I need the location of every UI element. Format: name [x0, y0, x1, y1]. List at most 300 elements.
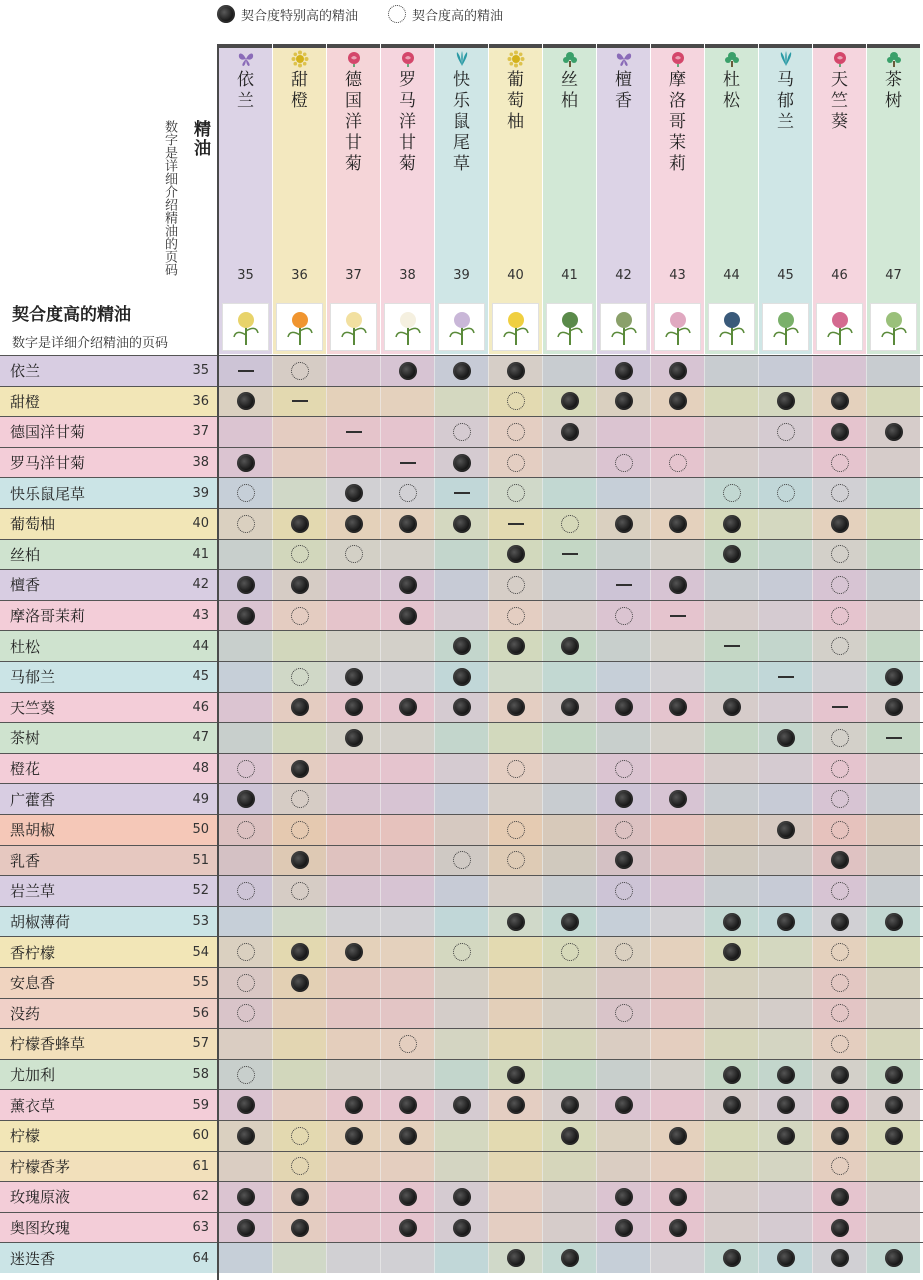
full-dot-icon: [669, 698, 687, 716]
vertical-note: 数字是详细介绍精油的页码: [162, 120, 177, 276]
compatibility-cell: [326, 540, 380, 570]
compatibility-cell: [326, 723, 380, 753]
compatibility-cell: [272, 1060, 326, 1090]
column-2: [272, 44, 326, 354]
compatibility-cell: [218, 1029, 272, 1059]
compatibility-cell: [218, 387, 272, 417]
compatibility-cell: [866, 1090, 920, 1120]
row-label: [0, 1060, 217, 1090]
compatibility-cell: [326, 693, 380, 723]
compatibility-cell: [326, 968, 380, 998]
compatibility-cell: [380, 876, 434, 906]
compatibility-cell: [488, 478, 542, 508]
compatibility-cell: [488, 387, 542, 417]
compatibility-cell: [272, 356, 326, 386]
column-name-char: 松: [723, 91, 740, 111]
table-row: [0, 875, 923, 906]
compatibility-cell: [866, 1243, 920, 1273]
compatibility-cell: [812, 693, 866, 723]
table-row: [0, 906, 923, 937]
compatibility-cell: [272, 907, 326, 937]
compatibility-cell: [866, 784, 920, 814]
compatibility-cell: [542, 356, 596, 386]
dotted-ring-icon: [561, 515, 579, 533]
compatibility-cell: [272, 723, 326, 753]
full-dot-icon: [399, 362, 417, 380]
dash-icon: [292, 400, 308, 402]
column-name-char: 乐: [453, 91, 470, 111]
full-dot-icon: [777, 1066, 795, 1084]
row-name: 马郁兰: [10, 668, 56, 687]
full-dot-icon: [885, 1249, 903, 1267]
row-label: [0, 509, 217, 539]
full-dot-icon: [777, 1096, 795, 1114]
full-dot-icon: [777, 821, 795, 839]
compatibility-cell: [596, 693, 650, 723]
compatibility-cell: [650, 876, 704, 906]
column-name-char: 兰: [237, 91, 254, 111]
dotted-ring-icon: [291, 1157, 309, 1175]
compatibility-cell: [434, 1029, 488, 1059]
compatibility-cell: [758, 601, 812, 631]
dash-icon: [724, 645, 740, 647]
row-name: 柠檬香蜂草: [10, 1035, 86, 1054]
row-page-number: 51: [192, 852, 209, 868]
compatibility-cell: [650, 907, 704, 937]
compatibility-cell: [218, 631, 272, 661]
compatibility-cell: [272, 1121, 326, 1151]
table-row: [0, 814, 923, 845]
compatibility-cell: [380, 999, 434, 1029]
column-top-rule: [273, 44, 326, 48]
full-dot-icon: [237, 454, 255, 472]
compatibility-cell: [542, 784, 596, 814]
dash-icon: [454, 492, 470, 494]
compatibility-cell: [704, 784, 758, 814]
dotted-ring-icon: [831, 484, 849, 502]
compatibility-cell: [326, 846, 380, 876]
full-dot-icon: [345, 1096, 363, 1114]
compatibility-cell: [434, 1213, 488, 1243]
column-name-char: 马: [777, 70, 794, 90]
compatibility-cell: [650, 1182, 704, 1212]
row-name: 杜松: [10, 637, 41, 656]
compatibility-cell: [218, 754, 272, 784]
compatibility-cell: [812, 1213, 866, 1243]
column-top-rule: [759, 44, 812, 48]
compatibility-cell: [812, 509, 866, 539]
compatibility-cell: [326, 1090, 380, 1120]
row-page-number: 36: [192, 393, 209, 409]
dotted-ring-icon: [507, 851, 525, 869]
full-dot-icon: [831, 1127, 849, 1145]
compatibility-cell: [758, 999, 812, 1029]
compatibility-cell: [542, 876, 596, 906]
dash-icon: [238, 370, 254, 372]
full-dot-icon: [507, 1066, 525, 1084]
compatibility-cell: [758, 1029, 812, 1059]
row-name: 胡椒薄荷: [10, 913, 71, 932]
dash-icon: [832, 706, 848, 708]
full-dot-icon: [453, 698, 471, 716]
column-top-rule: [651, 44, 704, 48]
compatibility-cell: [650, 387, 704, 417]
row-page-number: 63: [192, 1220, 209, 1236]
row-page-number: 57: [192, 1036, 209, 1052]
compatibility-cell: [380, 1060, 434, 1090]
column-name-char: 柚: [507, 112, 524, 132]
full-dot-icon: [723, 1066, 741, 1084]
full-dot-icon: [777, 729, 795, 747]
compatibility-cell: [866, 876, 920, 906]
full-dot-icon: [669, 1219, 687, 1237]
compatibility-cell: [272, 784, 326, 814]
dash-icon: [778, 676, 794, 678]
column-8: [596, 44, 650, 354]
full-dot-icon: [885, 423, 903, 441]
column-name-char: 依: [237, 70, 254, 90]
compatibility-cell: [542, 723, 596, 753]
compatibility-cell: [596, 784, 650, 814]
dash-icon: [508, 523, 524, 525]
compatibility-cell: [650, 846, 704, 876]
compatibility-cell: [704, 907, 758, 937]
dotted-ring-icon: [831, 545, 849, 563]
dotted-ring-icon: [831, 729, 849, 747]
compatibility-cell: [650, 356, 704, 386]
compatibility-cell: [218, 937, 272, 967]
compatibility-cell: [218, 509, 272, 539]
compatibility-cell: [488, 999, 542, 1029]
dotted-ring-icon: [507, 760, 525, 778]
compatibility-cell: [326, 1121, 380, 1151]
column-name-char: 甘: [399, 133, 416, 153]
column-page-number: 47: [885, 268, 902, 283]
row-name: 广藿香: [10, 790, 56, 809]
compatibility-cell: [326, 509, 380, 539]
row-label: [0, 1121, 217, 1151]
dotted-ring-icon: [237, 821, 255, 839]
row-label: [0, 356, 217, 386]
row-page-number: 37: [192, 424, 209, 440]
compatibility-cell: [434, 631, 488, 661]
compatibility-cell: [866, 999, 920, 1029]
full-dot-icon: [237, 1096, 255, 1114]
full-dot-icon: [399, 698, 417, 716]
compatibility-cell: [866, 968, 920, 998]
row-page-number: 42: [192, 577, 209, 593]
column-name: [489, 70, 542, 133]
full-dot-icon: [831, 1066, 849, 1084]
compatibility-cell: [596, 1029, 650, 1059]
full-dot-icon: [561, 698, 579, 716]
row-page-number: 62: [192, 1189, 209, 1205]
compatibility-cell: [218, 1213, 272, 1243]
compatibility-cell: [488, 570, 542, 600]
compatibility-cell: [434, 815, 488, 845]
column-name-char: 洋: [345, 112, 362, 132]
table-row: [0, 355, 923, 386]
full-dot-icon: [615, 851, 633, 869]
compatibility-cell: [380, 1152, 434, 1182]
compatibility-cell: [704, 478, 758, 508]
dotted-ring-icon: [291, 668, 309, 686]
dash-icon: [616, 584, 632, 586]
compatibility-cell: [434, 784, 488, 814]
column-1: [218, 44, 272, 354]
row-label: [0, 1213, 217, 1243]
dotted-ring-icon: [291, 545, 309, 563]
compatibility-cell: [380, 723, 434, 753]
compatibility-cell: [542, 570, 596, 600]
compatibility-cell: [326, 784, 380, 814]
table-row: [0, 722, 923, 753]
dotted-ring-icon: [831, 943, 849, 961]
full-dot-icon: [453, 362, 471, 380]
compatibility-cell: [218, 999, 272, 1029]
compatibility-cell: [218, 1060, 272, 1090]
compatibility-cell: [758, 1090, 812, 1120]
column-9: [650, 44, 704, 354]
column-name-char: 尾: [453, 133, 470, 153]
compatibility-cell: [488, 1090, 542, 1120]
row-label: [0, 601, 217, 631]
compatibility-cell: [380, 937, 434, 967]
row-label: [0, 478, 217, 508]
compatibility-cell: [218, 356, 272, 386]
row-label: [0, 662, 217, 692]
full-dot-icon: [777, 1249, 795, 1267]
table-row: [0, 630, 923, 661]
dotted-ring-icon: [831, 637, 849, 655]
compatibility-cell: [542, 540, 596, 570]
compatibility-cell: [488, 968, 542, 998]
plant-illustration: [438, 303, 485, 351]
column-name: [813, 70, 866, 133]
full-dot-icon: [669, 1188, 687, 1206]
compatibility-cell: [866, 387, 920, 417]
row-page-number: 55: [192, 975, 209, 991]
plant-illustration: [708, 303, 755, 351]
plant-illustration: [384, 303, 431, 351]
compatibility-cell: [704, 1060, 758, 1090]
column-5: [434, 44, 488, 354]
compatibility-cell: [326, 999, 380, 1029]
compatibility-cell: [488, 815, 542, 845]
compatibility-cell: [218, 1152, 272, 1182]
column-top-rule: [543, 44, 596, 48]
compatibility-cell: [218, 846, 272, 876]
compatibility-cell: [650, 1121, 704, 1151]
compatibility-cell: [272, 1243, 326, 1273]
compatibility-cell: [542, 601, 596, 631]
dotted-ring-icon: [291, 362, 309, 380]
compatibility-cell: [866, 631, 920, 661]
full-dot-icon: [615, 698, 633, 716]
row-label: [0, 387, 217, 417]
compatibility-cell: [758, 540, 812, 570]
column-top-rule: [381, 44, 434, 48]
dotted-ring-icon: [507, 454, 525, 472]
full-dot-icon: [669, 392, 687, 410]
dotted-ring-icon: [453, 851, 471, 869]
compatibility-cell: [758, 876, 812, 906]
table-row: [0, 600, 923, 631]
dotted-ring-icon: [237, 943, 255, 961]
compatibility-cell: [812, 1090, 866, 1120]
column-name: [435, 70, 488, 175]
column-11: [758, 44, 812, 354]
column-name-char: 柏: [561, 91, 578, 111]
compatibility-cell: [434, 417, 488, 447]
compatibility-cell: [650, 601, 704, 631]
full-dot-icon: [237, 790, 255, 808]
full-dot-icon: [669, 576, 687, 594]
compatibility-cell: [218, 693, 272, 723]
full-dot-icon: [291, 760, 309, 778]
dotted-ring-icon: [237, 484, 255, 502]
row-name: 甜橙: [10, 392, 41, 411]
compatibility-cell: [704, 509, 758, 539]
full-dot-icon: [345, 943, 363, 961]
compatibility-cell: [272, 570, 326, 600]
plant-illustration: [330, 303, 377, 351]
dotted-ring-icon: [831, 760, 849, 778]
full-dot-icon: [561, 913, 579, 931]
row-label: [0, 815, 217, 845]
compatibility-cell: [218, 907, 272, 937]
column-name-char: 鼠: [453, 112, 470, 132]
table-row: [0, 1059, 923, 1090]
full-dot-icon: [507, 913, 525, 931]
compatibility-cell: [866, 570, 920, 600]
compatibility-cell: [272, 1090, 326, 1120]
column-12: [812, 44, 866, 354]
compatibility-cell: [218, 784, 272, 814]
compatibility-cell: [650, 723, 704, 753]
compatibility-cell: [596, 570, 650, 600]
compatibility-cell: [218, 540, 272, 570]
compatibility-cell: [866, 417, 920, 447]
compatibility-cell: [704, 754, 758, 784]
compatibility-cell: [380, 1243, 434, 1273]
table-row: [0, 416, 923, 447]
row-label: [0, 1090, 217, 1120]
row-label: [0, 723, 217, 753]
leaf-fan-icon: [435, 50, 488, 68]
column-4: [380, 44, 434, 354]
dotted-ring-icon: [615, 1004, 633, 1022]
row-page-number: 49: [192, 791, 209, 807]
table-row: [0, 569, 923, 600]
full-dot-icon: [345, 729, 363, 747]
compatibility-cell: [542, 1090, 596, 1120]
compatibility-cell: [542, 999, 596, 1029]
compatibility-cell: [650, 478, 704, 508]
dotted-ring-icon: [777, 423, 795, 441]
compatibility-cell: [596, 968, 650, 998]
full-dot-icon: [561, 392, 579, 410]
compatibility-cell: [434, 478, 488, 508]
compatibility-cell: [272, 1152, 326, 1182]
row-page-number: 50: [192, 822, 209, 838]
compatibility-cell: [758, 693, 812, 723]
compatibility-cell: [650, 1029, 704, 1059]
row-page-number: 43: [192, 608, 209, 624]
column-name-char: 甘: [345, 133, 362, 153]
column-name-char: 葡: [507, 70, 524, 90]
compatibility-cell: [434, 356, 488, 386]
row-page-number: 41: [192, 546, 209, 562]
dotted-ring-icon: [388, 5, 406, 23]
compatibility-cell: [488, 846, 542, 876]
compatibility-cell: [758, 937, 812, 967]
dotted-ring-icon: [345, 545, 363, 563]
dotted-ring-icon: [831, 1004, 849, 1022]
dotted-ring-icon: [399, 484, 417, 502]
compatibility-cell: [758, 1243, 812, 1273]
compatibility-cell: [218, 723, 272, 753]
compatibility-cell: [596, 999, 650, 1029]
compatibility-cell: [704, 1213, 758, 1243]
compatibility-cell: [866, 1121, 920, 1151]
compatibility-cell: [866, 478, 920, 508]
compatibility-cell: [272, 417, 326, 447]
full-dot-icon: [885, 1096, 903, 1114]
column-10: [704, 44, 758, 354]
compatibility-cell: [596, 1121, 650, 1151]
compatibility-cell: [380, 784, 434, 814]
column-name: [759, 70, 812, 133]
column-name-char: 兰: [777, 112, 794, 132]
compatibility-cell: [758, 784, 812, 814]
full-dot-icon: [291, 515, 309, 533]
column-13: [866, 44, 920, 354]
compatibility-cell: [272, 876, 326, 906]
dotted-ring-icon: [507, 392, 525, 410]
compatibility-cell: [218, 570, 272, 600]
table-row: [0, 447, 923, 478]
compatibility-cell: [218, 1090, 272, 1120]
compatibility-cell: [758, 417, 812, 447]
compatibility-cell: [866, 693, 920, 723]
dotted-ring-icon: [615, 821, 633, 839]
compatibility-cell: [380, 356, 434, 386]
dotted-ring-icon: [831, 790, 849, 808]
compatibility-cell: [488, 1182, 542, 1212]
compatibility-cell: [758, 754, 812, 784]
compatibility-cell: [704, 999, 758, 1029]
compatibility-cell: [326, 478, 380, 508]
full-dot-icon: [615, 790, 633, 808]
row-page-number: 56: [192, 1005, 209, 1021]
full-dot-icon: [615, 392, 633, 410]
compatibility-cell: [866, 540, 920, 570]
compatibility-cell: [326, 570, 380, 600]
table-row: [0, 508, 923, 539]
compatibility-cell: [812, 1029, 866, 1059]
table-row: [0, 845, 923, 876]
column-page-number: 42: [615, 268, 632, 283]
compatibility-cell: [434, 999, 488, 1029]
compatibility-cell: [272, 601, 326, 631]
dash-icon: [670, 615, 686, 617]
compatibility-cell: [758, 815, 812, 845]
compatibility-cell: [758, 1060, 812, 1090]
full-dot-icon: [507, 1096, 525, 1114]
compatibility-cell: [434, 601, 488, 631]
full-dot-icon: [345, 1127, 363, 1145]
